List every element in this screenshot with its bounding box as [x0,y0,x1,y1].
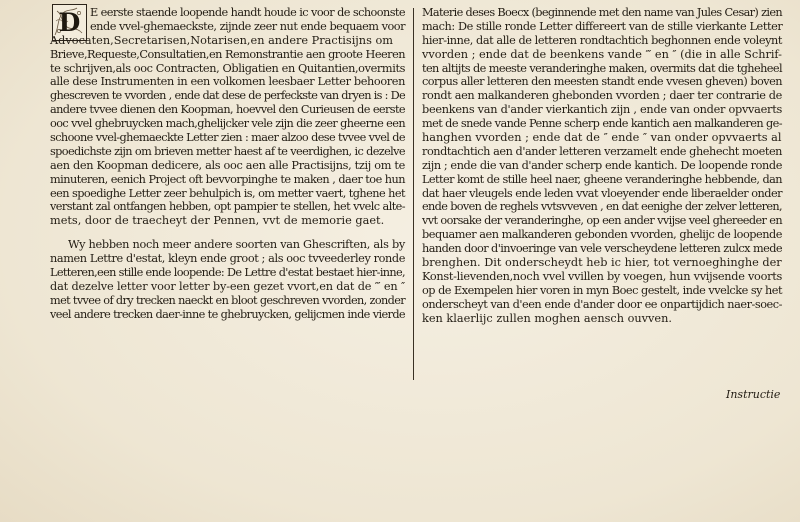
text-line: bequamer aen malkanderen gebonden vvorden, ghelijc de loopende [422,228,782,242]
text-line: veel andere trecken daer-inne te ghebruycken, gelijcmen inde vierde [50,307,405,321]
text-line: Brieve,Requeste,Consultatien,en Remonstrantie aen groote Heeren [50,47,405,61]
text-line: vvt oorsake der veranderinghe, op een ander vvijse veel ghereeder en [422,214,782,228]
text-line: hanghen vvorden ; ende dat de ″ ende ″ van onder opvvaerts al [422,131,782,145]
text-line: ende boven de reghels vvtsvveven , en dat eenighe der zelver letteren, [422,200,782,214]
text-line: rondt aen malkanderen ghebonden vvorden ; daer ter contrarie de [422,89,782,103]
text-line: met tvvee of dry trecken naeckt en bloot geschreven vvorden, zonder [50,293,405,307]
text-line: ghescreven te vvorden , ende dat dese de perfeckste van dryen is : De [50,89,405,103]
text-line: Letteren,een stille ende loopende: De Lettre d'estat bestaet hier-inne, [50,266,405,280]
text-line: corpus aller letteren den meesten standt ende vvesen gheven) boven [422,75,782,89]
text-line: Letter komt de stille heel naer, gheene veranderinghe hebbende, dan [422,172,783,186]
text-line: ende vvel-ghemaeckste, zijnde zeer nut ende bequaem voor [90,19,405,33]
text-line: E eerste staende loopende handt houde ic voor de schoonste [90,6,405,19]
text-line: rondtachtich aen d'ander letteren verzamelt ende ghehecht moeten [422,144,782,158]
text-line: ooc vvel ghebruycken mach,ghelijcker vele zijn die zeer gheerne een [50,117,405,131]
text-line: Wy hebben noch meer andere soorten van Ghescriften, als by [68,238,405,252]
text-line: verstant zal ontfangen hebben, opt pampier te stellen, het vvelc alte- [50,200,406,214]
text-line: op de Exempelen hier voren in myn Boec gestelt, inde vvelcke sy het [422,283,782,297]
catchword: Instructie [726,388,781,401]
text-line: hier-inne, dat alle de letteren rondtachtich beghonnen ende voleynt [422,33,782,47]
text-line: te schrijven,als ooc Contracten, Obligatien en Quitantien,overmits [50,61,405,75]
text-line: schoone vvel-ghemaeckte Letter zien : maer alzoo dese tvvee vvel de [50,131,405,145]
text-line: spoedichste zijn om brieven metter haest af te veerdighen, ic dezelve [50,144,405,158]
text-line: vvorden ; ende dat de beenkens vande ‴ en ″ (die in alle Schrif- [422,47,782,61]
text-line: andere tvvee dienen den Koopman, hoevvel den Curieusen de eerste [50,103,405,117]
text-line: met de snede vande Penne scherp ende kantich aen malkanderen ge- [422,117,782,131]
text-line: zijn ; ende die van d'ander scherp ende kantich. De loopende ronde [422,158,782,172]
text-line: een spoedighe Letter zeer behulpich is, om metter vaert, tghene het [50,186,405,200]
left-paragraph-1 [50,6,405,228]
column-divider [413,8,414,380]
text-line: ken klaerlijc zullen moghen aensch ouvven. [422,311,672,325]
text-line: mach: De stille ronde Letter differeert van de stille vierkante Letter [422,19,783,33]
text-line: mets, door de traecheyt der Pennen, vvt de memorie gaet. [50,214,385,228]
text-line: Advocaten,Secretarisen,Notarisen,en andere Practisijns om [50,33,393,47]
text-line: Materie deses Boecx (beginnende met den name van Jules Cesar) zien [422,6,782,19]
text-line: aen den Koopman dedicere, als ooc aen alle Practisijns, tzij om te [50,158,405,172]
left-paragraph-2 [50,238,405,321]
text-line: onderscheyt van d'een ende d'ander door ee onpartijdich naer-soec- [422,297,782,311]
text-line: dat dezelve letter voor letter by-een gezet vvort,en dat de ‴ en ″ [50,279,405,293]
text-line: brenghen. Dit onderscheydt heb ic hier, tot vernoeghinghe der [422,256,782,270]
text-line: alle dese Instrumenten in een volkomen leesbaer Letter behooren [50,75,405,89]
text-line: beenkens van d'ander vierkantich zijn , ende van onder opvvaerts [422,103,782,117]
right-paragraph-1 [422,6,782,325]
text-line: namen Lettre d'estat, kleyn ende groot ; als ooc tvveederley ronde [50,252,405,266]
right-column [422,6,782,325]
left-column [50,6,405,322]
initial-letter: D [58,8,81,37]
text-line: dat haer vleugels ende leden vvat vloeyender ende liberaelder onder [422,186,782,200]
text-line: Konst-lievenden,noch vvel vvillen by voegen, hun vvijsende voorts [422,269,782,283]
text-line: ten altijts de meeste veranderinghe maken, overmits dat die tgheheel [422,61,782,75]
text-line: minuteren, eenich Project oft bevvorpinghe te maken , daer toe hun [50,172,405,186]
text-line: handen door d'invoeringe van vele verscheydene letteren zulcx mede [422,242,782,256]
